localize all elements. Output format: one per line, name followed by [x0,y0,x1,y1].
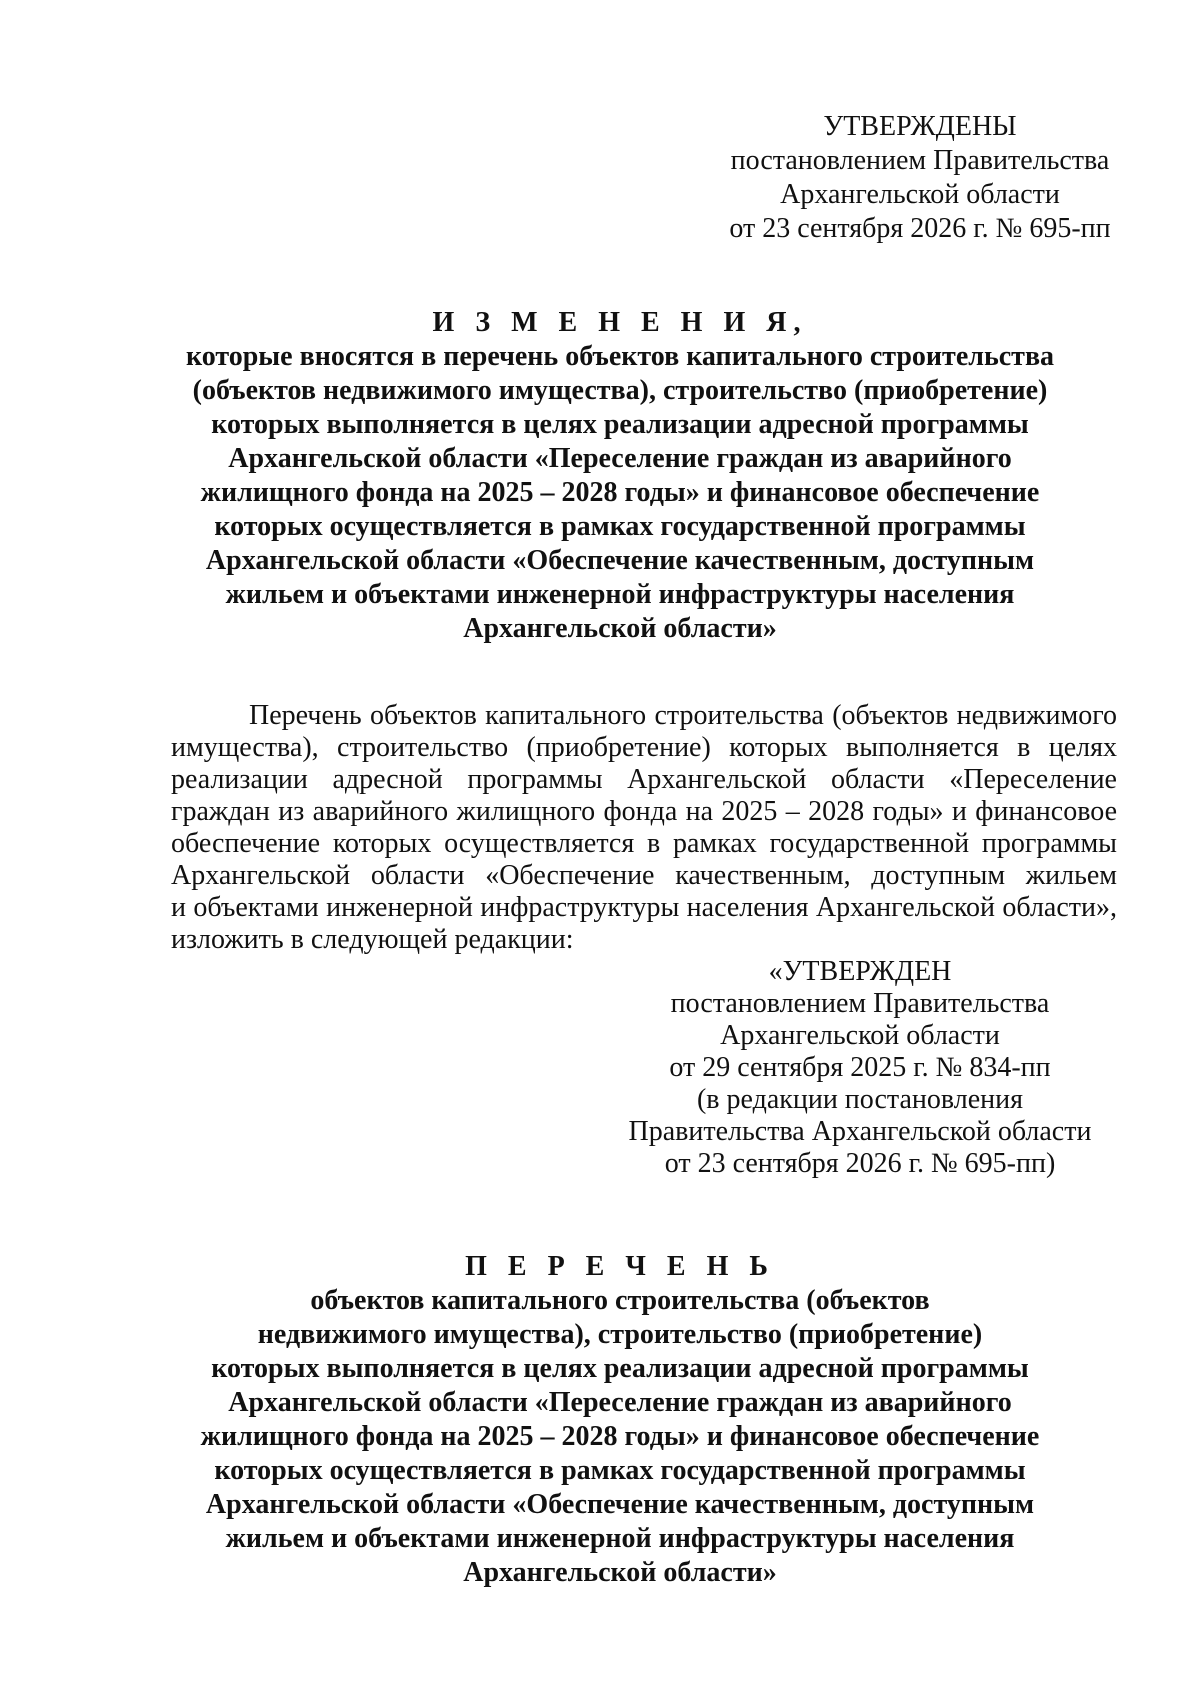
list-heading-line: недвижимого имущества), строительство (приобретение) [257,1319,983,1350]
list-heading-line: Архангельской области» [463,1557,777,1588]
paragraph-line: реализации адресной программы Архангельской области «Переселение [171,764,1117,795]
paragraph-line: изложить в следующей редакции: [171,924,574,955]
list-heading-line: которых осуществляется в рамках государственной программы [214,1455,1026,1486]
paragraph-line: и объектами инженерной инфраструктуры населения Архангельской области», [171,892,1117,923]
list-heading-line: объектов капитального строительства (объектов [310,1285,930,1316]
list-heading-line: которых выполняется в целях реализации адресной программы [211,1353,1029,1384]
paragraph-line: Перечень объектов капитального строительства (объектов недвижимого [249,700,1117,731]
quoted-approval-line: «УТВЕРЖДЕН [768,956,952,987]
approval-line: постановлением Правительства [730,145,1110,176]
changes-heading-line: Архангельской области «Переселение граждан из аварийного [228,443,1012,474]
changes-heading-line: Архангельской области «Обеспечение качественным, доступным [205,545,1035,576]
changes-heading-line: которых осуществляется в рамках государственной программы [214,511,1026,542]
approval-line: УТВЕРЖДЕНЫ [823,111,1017,142]
approval-line: Архангельской области [780,179,1060,210]
paragraph-line: Архангельской области «Обеспечение качественным, доступным жильем [171,860,1117,891]
approval-stamp [700,110,1140,246]
list-heading-line: жилищного фонда на 2025 – 2028 годы» и финансовое обеспечение [200,1421,1040,1452]
body-paragraph [171,700,1117,956]
changes-heading-line: которые вносятся в перечень объектов капитального строительства [185,341,1055,372]
quoted-approval-line: от 29 сентября 2025 г. № 834-пп [669,1052,1051,1083]
paragraph-line: имущества), строительство (приобретение) которых выполняется в целях [171,732,1117,763]
list-heading-line: жильем и объектами инженерной инфраструктуры населения [225,1523,1015,1554]
changes-title: И З М Е Н Е Н И Я, [432,307,808,338]
list-heading-line: Архангельской области «Обеспечение качественным, доступным [205,1489,1035,1520]
paragraph-line: граждан из аварийного жилищного фонда на 2025 – 2028 годы» и финансовое [171,796,1117,827]
quoted-approval-line: Правительства Архангельской области [628,1116,1092,1147]
list-heading-line: Архангельской области «Переселение граждан из аварийного [228,1387,1012,1418]
quoted-approval-line: постановлением Правительства [670,988,1050,1019]
changes-heading-line: (объектов недвижимого имущества), строительство (приобретение) [192,375,1048,406]
quoted-approval-line: от 23 сентября 2026 г. № 695-пп) [664,1148,1056,1179]
quoted-approval-line: Архангельской области [720,1020,1000,1051]
quoted-approval-line: (в редакции постановления [696,1084,1024,1115]
changes-heading [170,306,1070,646]
approval-line: от 23 сентября 2026 г. № 695-пп [729,213,1111,244]
changes-heading-line: жилищного фонда на 2025 – 2028 годы» и финансовое обеспечение [200,477,1040,508]
paragraph-line: обеспечение которых осуществляется в рамках государственной программы [171,828,1117,859]
list-title: П Е Р Е Ч Е Н Ь [465,1251,775,1282]
list-heading [170,1250,1070,1590]
changes-heading-line: которых выполняется в целях реализации адресной программы [211,409,1029,440]
changes-heading-line: Архангельской области» [463,613,777,644]
changes-heading-line: жильем и объектами инженерной инфраструктуры населения [225,579,1015,610]
quoted-approval-stamp [620,956,1100,1180]
